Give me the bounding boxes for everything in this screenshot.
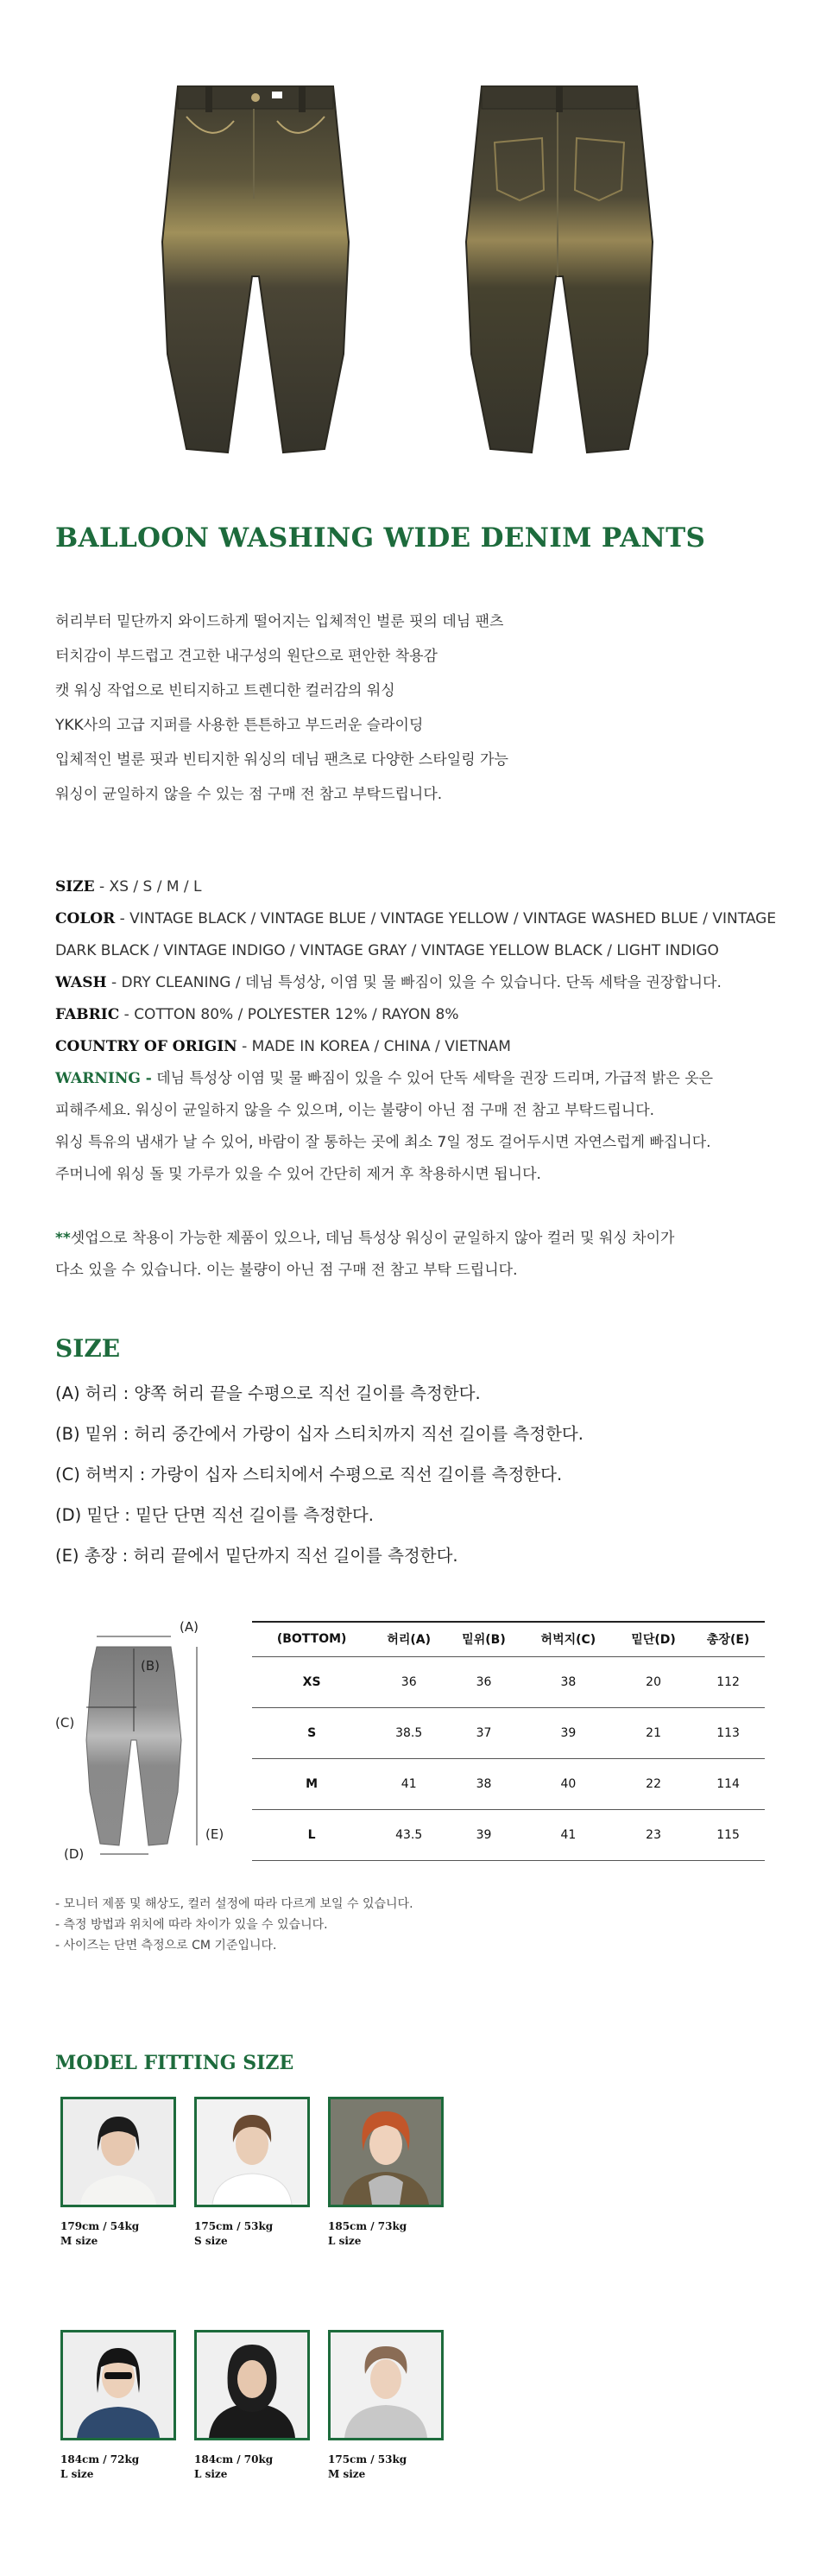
model-caption	[60, 2219, 176, 2249]
model-caption	[328, 2219, 444, 2249]
description-line: 허리부터 밑단까지 와이드하게 떨어지는 입체적인 벌룬 핏의 데님 팬츠	[55, 613, 504, 630]
diagram-label-d: (D)	[64, 1846, 85, 1861]
model-photo	[328, 2330, 444, 2440]
model-photo	[60, 2330, 176, 2440]
table-cell: 41	[521, 1809, 615, 1860]
spec-fabric	[55, 999, 789, 1031]
model-size: M size	[328, 2468, 366, 2480]
table-header: 허리(A)	[371, 1622, 446, 1656]
description-line: YKK사의 고급 지퍼를 사용한 튼튼하고 부드러운 슬라이딩	[55, 717, 424, 734]
spec-label: FABRIC	[55, 1006, 120, 1023]
model-photo	[194, 2330, 310, 2440]
note-line: - 모니터 제품 및 해상도, 컬러 설정에 따라 다르게 보일 수 있습니다.	[55, 1897, 413, 1911]
model-card	[328, 2097, 444, 2249]
model-card	[60, 2330, 176, 2482]
size-table	[252, 1621, 765, 1861]
model-stats: 175cm / 53kg	[328, 2453, 407, 2465]
table-cell: 36	[371, 1656, 446, 1707]
product-description	[55, 604, 780, 812]
model-card	[328, 2330, 444, 2482]
model-caption	[194, 2453, 310, 2482]
model-caption	[194, 2219, 310, 2249]
spec-wash	[55, 967, 789, 999]
setup-note	[55, 1223, 789, 1255]
diagram-label-c: (C)	[55, 1715, 75, 1731]
table-cell: 39	[446, 1809, 521, 1860]
note-text: 셋업으로 착용이 가능한 제품이 있으나, 데님 특성상 워싱이 균일하지 않아 컬러 및 워싱 차이가	[70, 1230, 675, 1247]
size-notes	[55, 1894, 413, 1956]
table-cell: XS	[252, 1656, 371, 1707]
table-cell: 38	[446, 1758, 521, 1809]
model-caption	[60, 2453, 176, 2482]
model-card	[60, 2097, 176, 2249]
diagram-label-e: (E)	[205, 1826, 224, 1842]
table-cell: 20	[615, 1656, 691, 1707]
warning-text: 피해주세요. 워싱이 균일하지 않을 수 있으며, 이는 불량이 아닌 점 구매 전 참고 부탁드립니다.	[55, 1102, 655, 1119]
product-title: BALLOON WASHING WIDE DENIM PANTS	[55, 522, 706, 554]
model-size: S size	[194, 2235, 228, 2247]
table-cell: 115	[691, 1809, 765, 1860]
measure-line: (C) 허벅지 : 가랑이 십자 스티치에서 수평으로 직선 길이를 측정한다.	[55, 1465, 563, 1484]
note-line: - 사이즈는 단면 측정으로 CM 기준입니다.	[55, 1939, 277, 1953]
spec-origin	[55, 1031, 789, 1063]
table-cell: 114	[691, 1758, 765, 1809]
model-size: L size	[194, 2468, 228, 2480]
warning-label: WARNING -	[55, 1070, 152, 1087]
table-cell: 21	[615, 1707, 691, 1758]
table-row	[252, 1809, 765, 1860]
table-cell: S	[252, 1707, 371, 1758]
spec-value: - COTTON 80% / POLYESTER 12% / RAYON 8%	[119, 1006, 459, 1023]
model-size: M size	[60, 2235, 98, 2247]
table-cell: 22	[615, 1758, 691, 1809]
spec-label: COLOR	[55, 910, 116, 927]
table-cell: 36	[446, 1656, 521, 1707]
product-images	[0, 69, 820, 484]
table-cell: L	[252, 1809, 371, 1860]
table-cell: 38.5	[371, 1707, 446, 1758]
model-card	[194, 2097, 310, 2249]
table-cell: 39	[521, 1707, 615, 1758]
warning-text: 주머니에 워싱 돌 및 가루가 있을 수 있어 간단히 제거 후 착용하시면 됩니다.	[55, 1166, 541, 1183]
model-photo	[60, 2097, 176, 2207]
note-line: - 측정 방법과 위치에 따라 차이가 있을 수 있습니다.	[55, 1918, 328, 1932]
model-stats: 175cm / 53kg	[194, 2220, 274, 2232]
spec-value: - DRY CLEANING / 데님 특성상, 이염 및 물 빠짐이 있을 수 있습니다. 단독 세탁을 권장합니다.	[106, 974, 722, 991]
table-cell: 113	[691, 1707, 765, 1758]
table-row	[252, 1656, 765, 1707]
model-size: L size	[328, 2235, 362, 2247]
spec-color-cont: DARK BLACK / VINTAGE INDIGO / VINTAGE GRAY / VINTAGE YELLOW BLACK / LIGHT INDIGO	[55, 942, 719, 959]
warning-text: 워싱 특유의 냄새가 날 수 있어, 바람이 잘 통하는 곳에 최소 7일 정도 걸어두시면 자연스럽게 빠집니다.	[55, 1134, 711, 1151]
model-caption	[328, 2453, 444, 2482]
jeans-back-image	[456, 69, 663, 475]
spec-label: COUNTRY OF ORIGIN	[55, 1038, 237, 1055]
spec-value: - MADE IN KOREA / CHINA / VIETNAM	[237, 1038, 511, 1055]
table-cell: 37	[446, 1707, 521, 1758]
model-section-title: MODEL FITTING SIZE	[55, 2052, 294, 2074]
table-header: 밑위(B)	[446, 1622, 521, 1656]
size-section-title: SIZE	[55, 1334, 121, 1363]
model-stats: 185cm / 73kg	[328, 2220, 407, 2232]
description-line: 캣 워싱 작업으로 빈티지하고 트렌디한 컬러감의 워싱	[55, 682, 395, 699]
jeans-front-image	[152, 69, 359, 475]
table-cell: 41	[371, 1758, 446, 1809]
description-line: 입체적인 벌룬 핏과 빈티지한 워싱의 데님 팬츠로 다양한 스타일링 가능	[55, 751, 508, 769]
table-row	[252, 1758, 765, 1809]
measurement-diagram	[52, 1611, 242, 1861]
model-size: L size	[60, 2468, 94, 2480]
table-header: 총장(E)	[691, 1622, 765, 1656]
model-stats: 184cm / 70kg	[194, 2453, 274, 2465]
model-stats: 179cm / 54kg	[60, 2220, 140, 2232]
warning-text: 데님 특성상 이염 및 물 빠짐이 있을 수 있어 단독 세탁을 권장 드리며, 가급적 밝은 옷은	[151, 1070, 714, 1087]
diagram-label-a: (A)	[180, 1619, 199, 1635]
measure-line: (B) 밑위 : 허리 중간에서 가랑이 십자 스티치까지 직선 길이를 측정한다.	[55, 1424, 583, 1444]
spec-value: - VINTAGE BLACK / VINTAGE BLUE / VINTAGE YELLOW / VINTAGE WASHED BLUE / VINTAGE	[115, 910, 777, 927]
description-line: 터치감이 부드럽고 견고한 내구성의 원단으로 편안한 착용감	[55, 648, 438, 665]
measure-line: (E) 총장 : 허리 끝에서 밑단까지 직선 길이를 측정한다.	[55, 1546, 458, 1566]
model-photo	[194, 2097, 310, 2207]
measurement-guide	[55, 1373, 583, 1576]
table-cell: 23	[615, 1809, 691, 1860]
table-cell: 40	[521, 1758, 615, 1809]
spec-warning	[55, 1063, 789, 1095]
spec-size	[55, 871, 789, 903]
model-photo	[328, 2097, 444, 2207]
note-marker: **	[55, 1230, 71, 1247]
diagram-label-b: (B)	[141, 1658, 160, 1674]
description-line: 워싱이 균일하지 않을 수 있는 점 구매 전 참고 부탁드립니다.	[55, 786, 443, 803]
spec-value: - XS / S / M / L	[94, 878, 202, 896]
model-stats: 184cm / 72kg	[60, 2453, 140, 2465]
measure-line: (D) 밑단 : 밑단 단면 직선 길이를 측정한다.	[55, 1505, 374, 1525]
measure-line: (A) 허리 : 양쪽 허리 끝을 수평으로 직선 길이를 측정한다.	[55, 1383, 481, 1403]
spec-label: SIZE	[55, 878, 95, 896]
table-row	[252, 1707, 765, 1758]
product-specs	[55, 871, 789, 1287]
table-cell: 43.5	[371, 1809, 446, 1860]
table-header: 밑단(D)	[615, 1622, 691, 1656]
table-header: 허벅지(C)	[521, 1622, 615, 1656]
spec-label: WASH	[55, 974, 107, 991]
table-header: (BOTTOM)	[252, 1622, 371, 1656]
model-card	[194, 2330, 310, 2482]
table-cell: 112	[691, 1656, 765, 1707]
note-text: 다소 있을 수 있습니다. 이는 불량이 아닌 점 구매 전 참고 부탁 드립니다.	[55, 1262, 518, 1279]
table-cell: 38	[521, 1656, 615, 1707]
size-table-header	[252, 1622, 765, 1656]
spec-color	[55, 903, 789, 935]
table-cell: M	[252, 1758, 371, 1809]
